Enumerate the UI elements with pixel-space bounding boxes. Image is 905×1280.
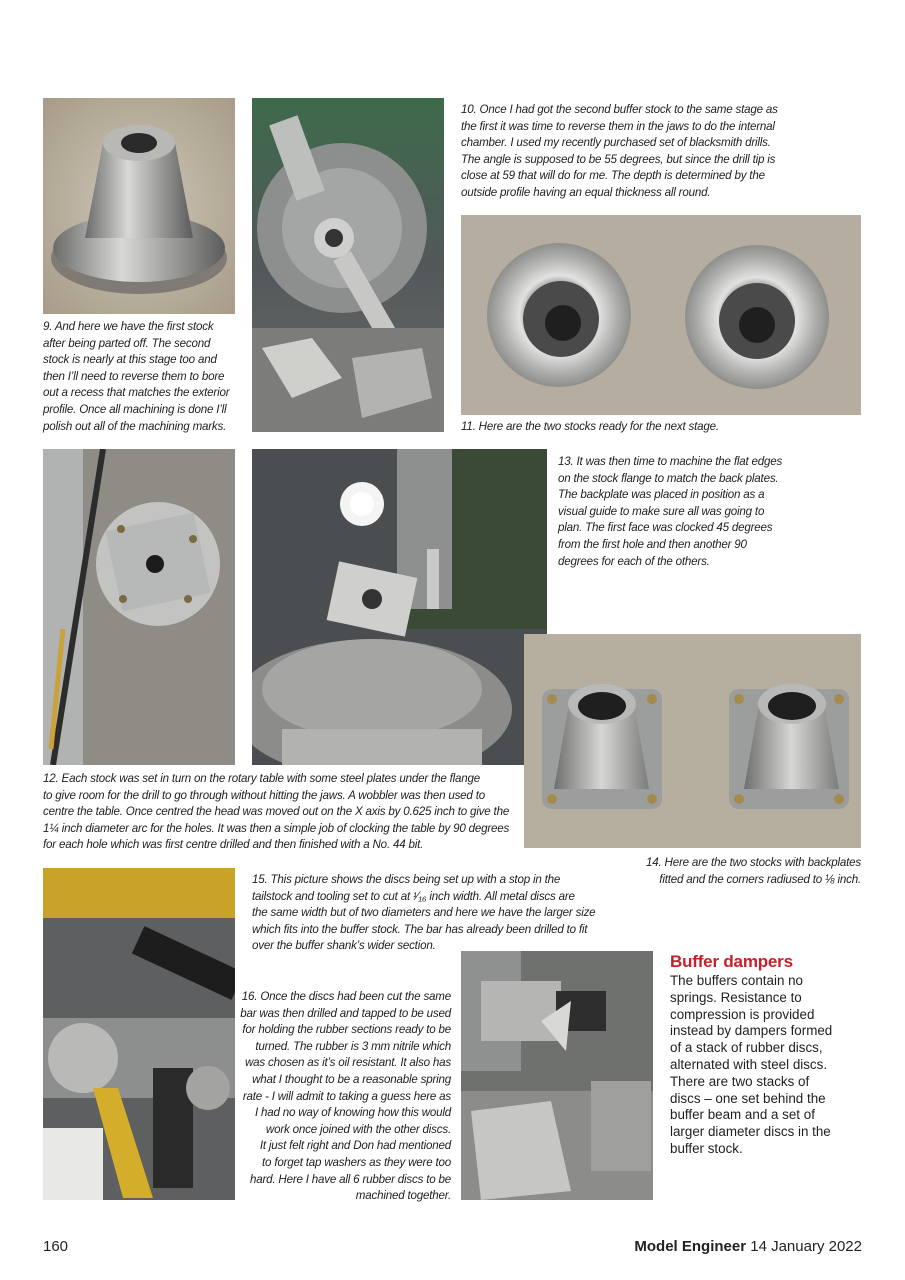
caption-11: 11. Here are the two stocks ready for the next stage.: [461, 420, 719, 433]
photo-two-stocks: [461, 215, 861, 415]
page-number: 160: [43, 1238, 69, 1255]
caption-16: 16. Once the discs had been cut the same bar was then drilled and tapped to be used for holding the rubber sections ready to be turned. The rubber is 3 mm nitrile which was chosen as it’s oil resistant. It also has what I thought to be a reasonable spring rate - I will admit to taking a guess here as I had no way of knowing how this would work once joined with the other discs. It just felt right and Don had mentioned to forget tap washers as they were too hard. Here I have all 6 rubber discs to be machined together.: [240, 990, 451, 1203]
photo-lathe-chuck-drill: [252, 98, 444, 432]
caption-13: 13. It was then time to machine the flat edges on the stock flange to match the back plates. The backplate was placed in position as a visual guide to make sure all was going to plan. The first face was clocked 45 degrees from the first hole and then another 90 degrees for each of the others.: [558, 455, 783, 568]
photo-rotary-table-drilling: [252, 449, 547, 765]
caption-14: 14. Here are the two stocks with backplates fitted and the corners radiused to ⅛ inch.: [645, 856, 861, 886]
caption-12: 12. Each stock was set in turn on the rotary table with some steel plates under the flange to give room for the drill to go through without hitting the jaws. A wobbler was then used to centre the table. Once centred the head was moved out on the X axis by 0.625 inch to give the 1¼ inch diameter arc for the holes. It was then a simple job of clocking the table by 90 degrees for each hole which was first centre drilled and then finished with a No. 44 bit.: [43, 772, 510, 852]
caption-15: 15. This picture shows the discs being set up with a stop in the tailstock and tooling set to cut at ¹⁄₁₆ inch width. All metal discs are the same width but of two diameters and here we have the larger size which fits into the buffer stock. The bar has already been drilled to fit over the buffer shank’s wider section.: [252, 873, 596, 953]
sidebar-heading: Buffer dampers: [670, 952, 793, 971]
caption-9: 9. And here we have the first stock after being parted off. The second stock is nearly at this stage too and then I’ll need to reverse them to bore out a recess that matches the exterior profile. Once all machining is done I’ll polish out all of the machining marks.: [43, 320, 230, 433]
caption-10: 10. Once I had got the second buffer stock to the same stage as the first it was time to reverse them in the jaws to do the internal chamber. I used my recently purchased set of blacksmith drills. The angle is supposed to be 55 degrees, but since the drill tip is close at 59 that will do for me. The depth is determined by the outside profile having an equal thickness all round.: [461, 103, 778, 199]
photo-first-stock: [43, 98, 235, 314]
photo-rubber-discs: [461, 951, 653, 1200]
photo-rotary-table-plate: [43, 449, 235, 765]
photo-discs-setup: [43, 868, 235, 1200]
photo-stocks-backplates: [524, 634, 861, 848]
publication-footer: [634, 1238, 862, 1255]
sidebar-body: The buffers contain no springs. Resistance to compression is provided instead by dampers formed of a stack of rubber discs, alternated with steel discs. There are two stacks of discs – one set behind the buffer beam and a set of larger diameter discs in the buffer stock.: [670, 973, 833, 1156]
publication-name: Model Engineer: [634, 1238, 747, 1255]
publication-date: 14 January 2022: [750, 1238, 862, 1255]
